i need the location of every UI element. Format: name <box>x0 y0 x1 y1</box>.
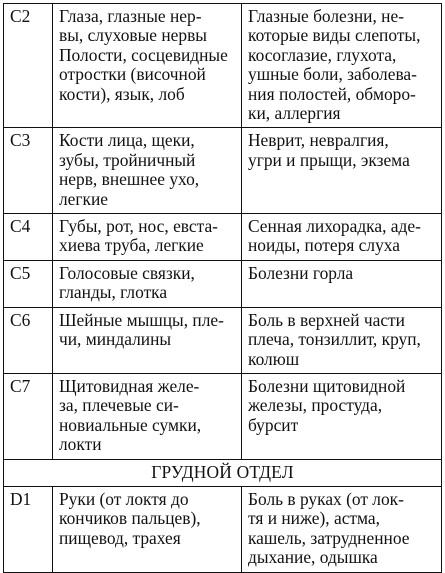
body-areas-cell: Щитовидная желе- за, плечевые си- новиальные сумки, локти <box>53 373 242 459</box>
conditions-cell: Боль в руках (от лок- тя и ниже), астма, кашель, затрудненное дыхание, одышка <box>242 486 442 572</box>
conditions-cell: Болезни щитовидной железы, простуда, бурсит <box>242 373 442 459</box>
table-row <box>4 128 442 214</box>
body-areas-cell: Голосовые связки, гланды, глотка <box>53 260 242 307</box>
conditions-cell: Боль в верхней части плеча, тонзиллит, круп, колюш <box>242 307 442 373</box>
segment-cell: C3 <box>4 128 53 214</box>
segment-cell: C5 <box>4 260 53 307</box>
conditions-cell: Болезни горла <box>242 260 442 307</box>
section-header-thoracic: ГРУДНОЙ ОТДЕЛ <box>4 459 442 486</box>
conditions-cell: Неврит, невралгия, угри и прыщи, экзема <box>242 128 442 214</box>
segment-cell: C6 <box>4 307 53 373</box>
body-areas-cell: Шейные мышцы, пле- чи, миндалины <box>53 307 242 373</box>
table-row <box>4 373 442 459</box>
conditions-cell: Глазные болезни, не- которые виды слепоты, косоглазие, глухота, ушные боли, заболева- ния полостей, обморо- ки, аллергия <box>242 4 442 128</box>
table-row <box>4 214 442 261</box>
segment-cell: C4 <box>4 214 53 261</box>
table-row <box>4 4 442 128</box>
section-header-row <box>4 459 442 486</box>
segment-cell: D1 <box>4 486 53 572</box>
body-areas-cell: Руки (от локтя до кончиков пальцев), пищевод, трахея <box>53 486 242 572</box>
table-row <box>4 307 442 373</box>
body-areas-cell: Губы, рот, нос, евста- хиева труба, легкие <box>53 214 242 261</box>
body-areas-cell: Глаза, глазные нер- вы, слуховые нервы Полости, сосцевидные отростки (височной кости), язык, лоб <box>53 4 242 128</box>
segment-cell: C7 <box>4 373 53 459</box>
spine-segments-table <box>3 3 442 573</box>
table-row <box>4 260 442 307</box>
table-row <box>4 486 442 572</box>
segment-cell: C2 <box>4 4 53 128</box>
conditions-cell: Сенная лихорадка, аде- ноиды, потеря слуха <box>242 214 442 261</box>
body-areas-cell: Кости лица, щеки, зубы, тройничный нерв, внешнее ухо, легкие <box>53 128 242 214</box>
